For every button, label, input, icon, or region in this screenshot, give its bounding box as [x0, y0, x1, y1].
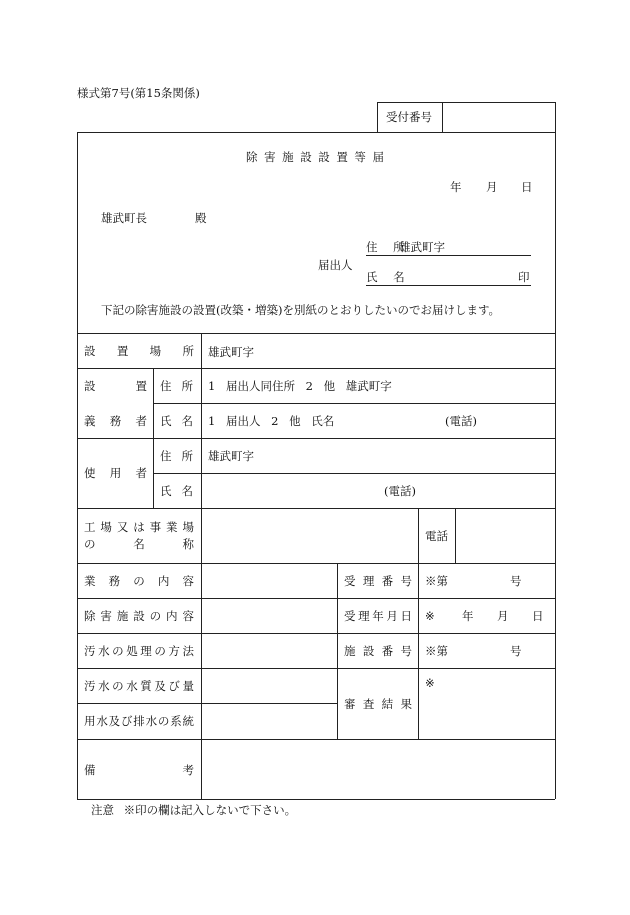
addressee-town: 雄武町長: [101, 211, 147, 225]
review-result-label: 審 査 結 果: [344, 697, 412, 711]
applicant-name-field[interactable]: 氏 名 印: [366, 270, 530, 284]
obligor-label-1: 設 置: [84, 379, 147, 393]
user-address-field[interactable]: 雄武町字: [208, 449, 254, 463]
applicant-label: 届出人: [318, 258, 353, 272]
location-field[interactable]: 雄武町字: [208, 345, 254, 359]
obligor-address-label: 住 所: [160, 379, 193, 393]
location-label: 設 置 場 所: [84, 344, 194, 358]
treatment-method-field[interactable]: [202, 634, 336, 667]
addressee-honorific: 殿: [195, 211, 207, 225]
obligor-name-label: 氏 名: [160, 414, 193, 428]
facility-content-field[interactable]: [202, 599, 336, 632]
water-system-field[interactable]: [202, 704, 336, 738]
factory-label-1: 工 場 又 は 事 業 場: [84, 520, 194, 534]
factory-name-field[interactable]: [202, 509, 417, 562]
facility-no-label: 施 設 番 号: [344, 644, 412, 658]
receipt-no-label: 受 理 番 号: [344, 574, 412, 588]
remarks-field[interactable]: [202, 740, 554, 798]
water-quality-label: 汚 水 の 水 質 及 び 量: [84, 679, 194, 693]
obligor-label-2: 義 務 者: [84, 414, 147, 428]
water-system-label: 用 水 及 び 排 水 の 系 統: [84, 714, 194, 728]
business-field[interactable]: [202, 564, 336, 597]
seal-mark: 印: [518, 270, 530, 284]
factory-label-2: の 名 称: [84, 537, 194, 551]
applicant-address-field[interactable]: 住 所 雄武町字: [366, 240, 531, 256]
review-result-mark: ※: [425, 676, 435, 690]
water-quality-field[interactable]: [202, 669, 336, 702]
obligor-name-field[interactable]: 1 届出人 2 他 氏名 (電話): [208, 414, 477, 428]
user-address-label: 住 所: [160, 449, 193, 463]
treatment-method-label: 汚 水 の 処 理 の 方 法: [84, 644, 194, 658]
factory-phone-label: 電話: [425, 529, 448, 543]
footer-note: 注意 ※印の欄は記入しないで下さい。: [91, 803, 297, 817]
user-name-label: 氏 名: [160, 484, 193, 498]
form-number-label: 様式第7号(第15条関係): [77, 86, 200, 100]
statement-text: 下記の除害施設の設置(改築・増築)を別紙のとおりしたいのでお届けします。: [101, 303, 501, 317]
facility-content-label: 除 害 施 設 の 内 容: [84, 609, 194, 623]
user-label: 使 用 者: [84, 466, 147, 480]
obligor-address-field[interactable]: 1 届出人同住所 2 他 雄武町字: [208, 379, 392, 393]
receipt-number-label: 受付番号: [386, 110, 432, 124]
receipt-number-field[interactable]: [443, 103, 554, 131]
factory-phone-field[interactable]: [456, 509, 554, 562]
receipt-date-label: 受 理 年 月 日: [344, 609, 412, 623]
form-title: 除 害 施 設 設 置 等 届: [246, 150, 384, 164]
user-name-field[interactable]: (電話): [384, 484, 416, 498]
remarks-label: 備 考: [84, 763, 194, 777]
business-label: 業 務 の 内 容: [84, 574, 194, 588]
